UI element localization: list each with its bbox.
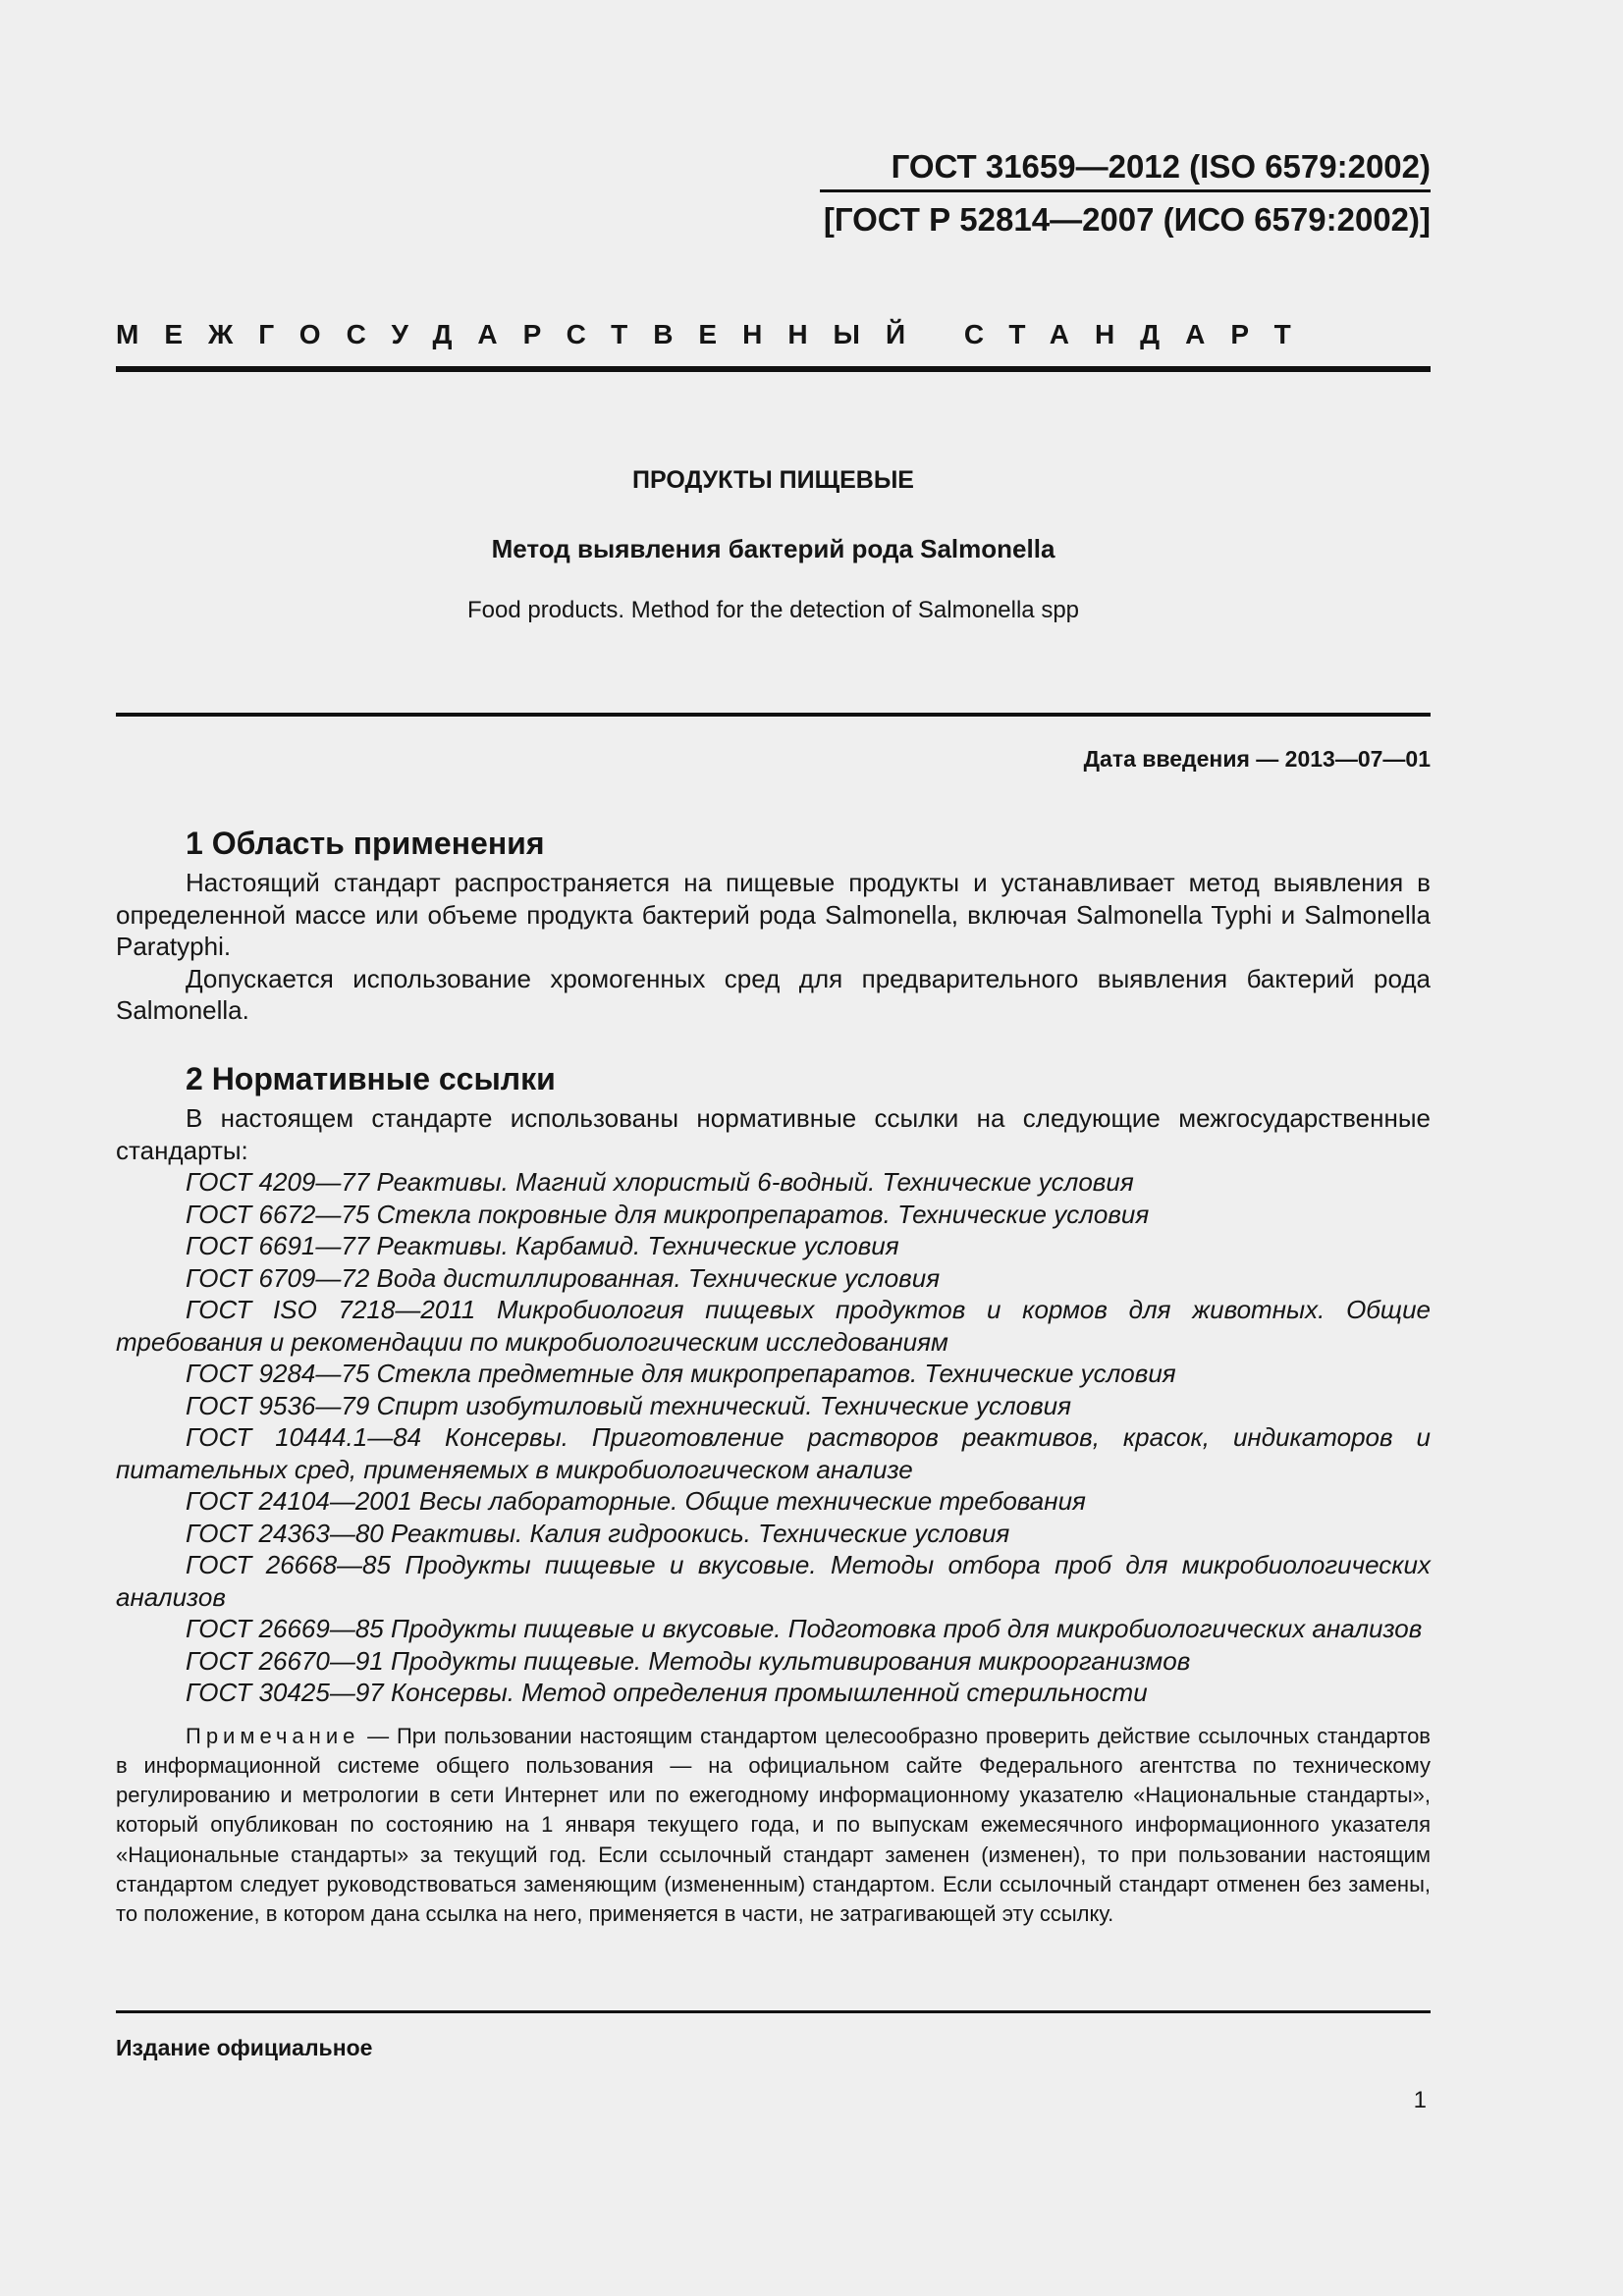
reference-code: ГОСТ 26668—85: [186, 1550, 391, 1579]
footer-divider: [116, 2010, 1431, 2013]
section-heading: 2 Нормативные ссылки: [186, 1061, 556, 1096]
reference-title: Продукты пищевые. Методы культивирования микроорганизмов: [390, 1645, 1191, 1676]
reference-code: ГОСТ 26669—85: [186, 1614, 384, 1643]
reference-item: [116, 1549, 1431, 1613]
reference-item: [116, 1613, 1431, 1645]
reference-title: Продукты пищевые и вкусовые. Подготовка проб для микробиологических анализов: [390, 1614, 1423, 1643]
standard-designation: ГОСТ 31659—2012 (ISO 6579:2002): [891, 148, 1431, 185]
introduction-date: Дата введения — 2013—07—01: [1083, 746, 1431, 772]
reference-item: [116, 1518, 1431, 1550]
note-label: Примечание: [186, 1723, 360, 1748]
reference-code: ГОСТ 6672—75: [186, 1199, 370, 1229]
reference-code: ГОСТ 10444.1—84: [186, 1422, 422, 1452]
reference-item: [116, 1262, 1431, 1295]
reference-title: Консервы. Приготовление растворов реактивов, красок, индикаторов и питательных сред, применяемых в микробиологическом анализе: [116, 1422, 1431, 1484]
reference-title: Спирт изобутиловый технический. Технические условия: [376, 1390, 1071, 1420]
reference-title: Реактивы. Карбамид. Технические условия: [376, 1231, 899, 1260]
note-text: — При пользовании настоящим стандартом целесообразно проверить действие ссылочных стандартов в информационной системе общего пользования — на официальном сайте Федерального агентства по техническому регулированию и метрологии в сети Интернет или по ежегодному информационному указателю «Национальные стандарты», который опубликован по состоянию на 1 января текущего года, и по выпускам ежемесячного информационного указателя «Национальные стандарты» за текущий год. Если ссылочный стандарт заменен (изменен), то при пользовании настоящим стандартом следует руководствоваться заменяющим (измененным) стандартом. Если ссылочный стандарт отменен без замены, то положение, в котором дана ссылка на него, применяется в части, не затрагивающей эту ссылку.: [116, 1723, 1431, 1927]
reference-item: [116, 1390, 1431, 1422]
reference-code: ГОСТ 6691—77: [186, 1231, 370, 1260]
reference-title: Вода дистиллированная. Технические условия: [376, 1262, 941, 1293]
reference-title: Консервы. Метод определения промышленной стерильности: [390, 1678, 1148, 1707]
reference-item: [116, 1199, 1431, 1231]
reference-code: ГОСТ 9536—79: [186, 1390, 370, 1420]
paragraph: Настоящий стандарт распространяется на пищевые продукты и устанавливает метод выявления в определенной массе или объеме продукта бактерий рода Salmonella, включая Salmonella Typhi и Salmonella Paratyphi.: [116, 868, 1431, 961]
section-scope: [116, 820, 1431, 1027]
section-heading: 1 Область применения: [186, 826, 545, 861]
reference-title: Весы лабораторные. Общие технические требования: [418, 1486, 1086, 1516]
reference-code: ГОСТ 4209—77: [186, 1167, 370, 1197]
header-divider: [820, 189, 1431, 192]
official-edition-label: Издание официальное: [116, 2035, 373, 2060]
paragraph: В настоящем стандарте использованы нормативные ссылки на следующие межгосударственные стандарты:: [116, 1103, 1431, 1165]
reference-item: [116, 1645, 1431, 1678]
standard-type-banner: МЕЖГОСУДАРСТВЕННЫЙ СТАНДАРТ: [116, 319, 1317, 349]
title-divider: [116, 713, 1431, 717]
reference-code: ГОСТ ISO 7218—2011: [186, 1295, 476, 1324]
reference-item: [116, 1294, 1431, 1358]
reference-item: [116, 1485, 1431, 1518]
section-normative-references: [116, 1055, 1431, 1951]
document-title: ПРОДУКТЫ ПИЩЕВЫЕ: [632, 466, 914, 494]
banner-divider: [116, 366, 1431, 372]
reference-code: ГОСТ 9284—75: [186, 1359, 370, 1388]
reference-title: Стекла покровные для микропрепаратов. Технические условия: [376, 1199, 1150, 1229]
standard-designation-national: [ГОСТ Р 52814—2007 (ИСО 6579:2002)]: [823, 201, 1431, 238]
note: [116, 1722, 1431, 1930]
reference-code: ГОСТ 26670—91: [186, 1645, 384, 1676]
reference-item: [116, 1421, 1431, 1485]
reference-title: Реактивы. Калия гидроокись. Технические условия: [390, 1518, 1010, 1548]
reference-item: [116, 1358, 1431, 1390]
reference-list: [116, 1166, 1431, 1709]
english-title: Food products. Method for the detection of Salmonella spp: [466, 597, 1080, 623]
reference-item: [116, 1166, 1431, 1199]
reference-code: ГОСТ 24104—2001: [186, 1486, 412, 1516]
reference-code: ГОСТ 6709—72: [186, 1262, 370, 1293]
page-number: 1: [1413, 2087, 1427, 2113]
reference-title: Реактивы. Магний хлористый 6-водный. Технические условия: [376, 1167, 1134, 1197]
reference-code: ГОСТ 24363—80: [186, 1518, 384, 1548]
reference-title: Стекла предметные для микропрепаратов. Технические условия: [376, 1359, 1176, 1388]
reference-code: ГОСТ 30425—97: [186, 1678, 384, 1707]
paragraph: Допускается использование хромогенных сред для предварительного выявления бактерий рода Salmonella.: [116, 963, 1431, 1025]
document-subtitle: Метод выявления бактерий рода Salmonella: [491, 534, 1055, 563]
reference-item: [116, 1677, 1431, 1709]
reference-title: Продукты пищевые и вкусовые. Методы отбора проб для микробиологических анализов: [116, 1550, 1431, 1612]
reference-item: [116, 1230, 1431, 1262]
reference-title: Микробиология пищевых продуктов и кормов для животных. Общие требования и рекомендации по микробиологическим исследованиям: [116, 1295, 1431, 1357]
